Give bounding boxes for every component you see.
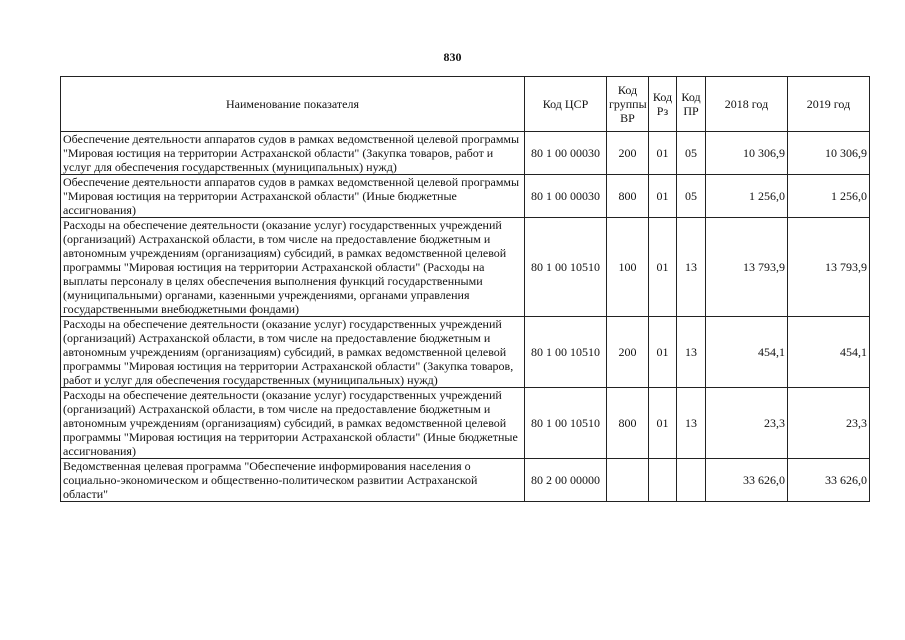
header-pr-code: Код ПР (677, 77, 706, 132)
row-vr-code (607, 459, 649, 502)
row-csr-code: 80 1 00 10510 (525, 218, 607, 317)
row-amount-2019: 454,1 (788, 317, 870, 388)
row-name: Расходы на обеспечение деятельности (оказание услуг) государственных учреждений (организаций) Астраханской области, в том числе на предоставление бюджетным и автономным учреждениям (организациям) субсидий, в рамках ведомственной целевой программы "Мировая юстиция на территории Астраханской области" (Закупка товаров, работ и услуг для обеспечения государственных (муниципальных) нужд) (61, 317, 525, 388)
row-vr-code: 200 (607, 317, 649, 388)
row-pr-code: 13 (677, 317, 706, 388)
row-name: Ведомственная целевая программа "Обеспечение информирования населения о социально-экономическом и общественно-политическом развитии Астраханской области" (61, 459, 525, 502)
header-rz-code: Код Рз (649, 77, 677, 132)
row-amount-2018: 13 793,9 (706, 218, 788, 317)
row-amount-2018: 23,3 (706, 388, 788, 459)
row-amount-2018: 454,1 (706, 317, 788, 388)
table-header-row (61, 77, 870, 132)
row-pr-code: 13 (677, 388, 706, 459)
row-vr-code: 800 (607, 388, 649, 459)
row-rz-code: 01 (649, 317, 677, 388)
row-amount-2019: 13 793,9 (788, 218, 870, 317)
row-rz-code: 01 (649, 218, 677, 317)
row-amount-2019: 23,3 (788, 388, 870, 459)
table-row (61, 388, 870, 459)
header-year-2019: 2019 год (788, 77, 870, 132)
row-amount-2019: 1 256,0 (788, 175, 870, 218)
row-vr-code: 100 (607, 218, 649, 317)
table-row (61, 132, 870, 175)
row-name: Расходы на обеспечение деятельности (оказание услуг) государственных учреждений (организаций) Астраханской области, в том числе на предоставление бюджетным и автономным учреждениям (организациям) субсидий, в рамках ведомственной целевой программы "Мировая юстиция на территории Астраханской области" (Иные бюджетные ассигнования) (61, 388, 525, 459)
row-amount-2018: 1 256,0 (706, 175, 788, 218)
table-row (61, 459, 870, 502)
row-csr-code: 80 1 00 00030 (525, 132, 607, 175)
row-amount-2018: 10 306,9 (706, 132, 788, 175)
row-rz-code (649, 459, 677, 502)
header-vr-code: Код группы ВР (607, 77, 649, 132)
row-amount-2019: 33 626,0 (788, 459, 870, 502)
row-name: Расходы на обеспечение деятельности (оказание услуг) государственных учреждений (организаций) Астраханской области, в том числе на предоставление бюджетным и автономным учреждениям (организациям) субсидий, в рамках ведомственной целевой программы "Мировая юстиция на территории Астраханской области" (Расходы на выплаты персоналу в целях обеспечения выполнения функций государственными (муниципальными) органами, казенными учреждениями, органами управления государственными внебюджетными фондами) (61, 218, 525, 317)
row-amount-2019: 10 306,9 (788, 132, 870, 175)
row-rz-code: 01 (649, 175, 677, 218)
table-row (61, 317, 870, 388)
header-year-2018: 2018 год (706, 77, 788, 132)
row-pr-code: 05 (677, 175, 706, 218)
page-number: 830 (443, 50, 462, 64)
row-vr-code: 800 (607, 175, 649, 218)
row-amount-2018: 33 626,0 (706, 459, 788, 502)
row-csr-code: 80 1 00 00030 (525, 175, 607, 218)
table-row (61, 218, 870, 317)
row-pr-code: 05 (677, 132, 706, 175)
header-name: Наименование показателя (61, 77, 525, 132)
row-vr-code: 200 (607, 132, 649, 175)
row-csr-code: 80 1 00 10510 (525, 388, 607, 459)
header-csr-code: Код ЦСР (525, 77, 607, 132)
table-row (61, 175, 870, 218)
row-rz-code: 01 (649, 132, 677, 175)
row-name: Обеспечение деятельности аппаратов судов в рамках ведомственной целевой программы "Мировая юстиция на территории Астраханской области" (Закупка товаров, работ и услуг для обеспечения государственных (муниципальных) нужд) (61, 132, 525, 175)
budget-table (60, 76, 870, 502)
row-pr-code: 13 (677, 218, 706, 317)
row-csr-code: 80 2 00 00000 (525, 459, 607, 502)
row-pr-code (677, 459, 706, 502)
row-csr-code: 80 1 00 10510 (525, 317, 607, 388)
row-rz-code: 01 (649, 388, 677, 459)
row-name: Обеспечение деятельности аппаратов судов в рамках ведомственной целевой программы "Мировая юстиция на территории Астраханской области" (Иные бюджетные ассигнования) (61, 175, 525, 218)
